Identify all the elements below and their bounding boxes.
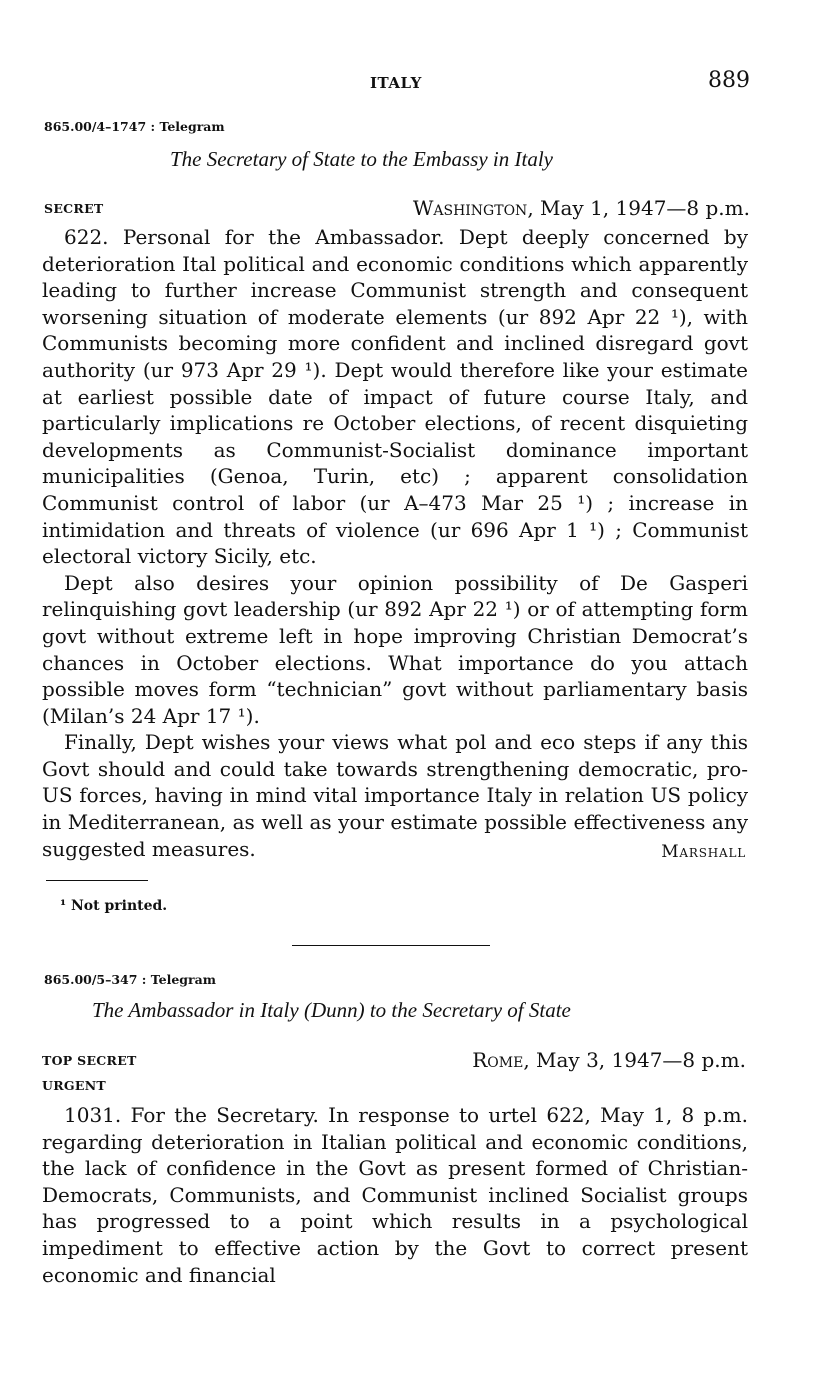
doc2-paragraph-1: 1031. For the Secretary. In response to urtel 622, May 1, 8 p.m. regarding deterioration in Italian political and economic conditions, the lack of confidence in the Govt as present formed of Christian-Democrats, Communists, and Communist inclined Socialist groups has progressed to a point which results in a psychological impediment to effective action by the Govt to correct present economic and financial — [42, 1103, 748, 1287]
doc2-dateline — [472, 1048, 746, 1072]
running-head: ITALY — [370, 74, 422, 92]
page-number: 889 — [708, 68, 750, 93]
doc2-priority: URGENT — [42, 1078, 107, 1093]
doc2-date: , May 3, 1947—8 p.m. — [523, 1048, 746, 1072]
doc2-classification: TOP SECRET — [42, 1053, 137, 1068]
doc2-place: Rome — [472, 1048, 524, 1072]
doc1-file-number: 865.00/4–1747 : Telegram — [44, 119, 225, 134]
doc1-body — [42, 224, 748, 862]
document-separator — [292, 945, 490, 946]
doc2-file-number: 865.00/5–347 : Telegram — [44, 972, 216, 987]
doc1-signature: Marshall — [661, 842, 746, 862]
doc1-paragraph-2: Dept also desires your opinion possibility of De Gasperi relinquishing govt leadership (ur 892 Apr 22 ¹) or of attempting form govt without extreme left in hope improving Christian Democrat’s chances in October elections. What importance do you attach possible moves form “technician” govt without parliamentary basis (Milan’s 24 Apr 17 ¹). — [42, 570, 748, 728]
doc1-title: The Secretary of State to the Embassy in Italy — [170, 147, 553, 171]
doc1-classification: SECRET — [44, 201, 104, 216]
doc1-date: , May 1, 1947—8 p.m. — [527, 196, 750, 220]
doc1-paragraph-1: 622. Personal for the Ambassador. Dept deeply concerned by deterioration Ital political and economic conditions which apparently leading to further increase Communist strength and consequent worsening situation of moderate elements (ur 892 Apr 22 ¹), with Communists becoming more confident and inclined disregard govt authority (ur 973 Apr 29 ¹). Dept would therefore like your estimate at earliest possible date of impact of future course Italy, and particularly implications re October elections, of recent disquieting developments as Communist-Socialist dominance important municipalities (Genoa, Turin, etc) ; apparent consolidation Communist control of labor (ur A–473 Mar 25 ¹) ; increase in intimidation and threats of violence (ur 696 Apr 1 ¹) ; Communist electoral victory Sicily, etc. — [42, 225, 748, 569]
doc1-place: Washington — [412, 196, 528, 220]
doc1-paragraph-3: Finally, Dept wishes your views what pol and eco steps if any this Govt should and could take towards strengthening democratic, pro-US forces, having in mind vital importance Italy in relation US policy in Mediterranean, as well as your estimate possible effectiveness any suggested measures. — [42, 730, 748, 861]
doc2-body — [42, 1102, 748, 1288]
footnote-rule — [46, 880, 148, 881]
doc2-title: The Ambassador in Italy (Dunn) to the Secretary of State — [92, 998, 571, 1022]
doc1-footnote: ¹ Not printed. — [60, 898, 168, 914]
doc1-dateline — [413, 196, 750, 220]
